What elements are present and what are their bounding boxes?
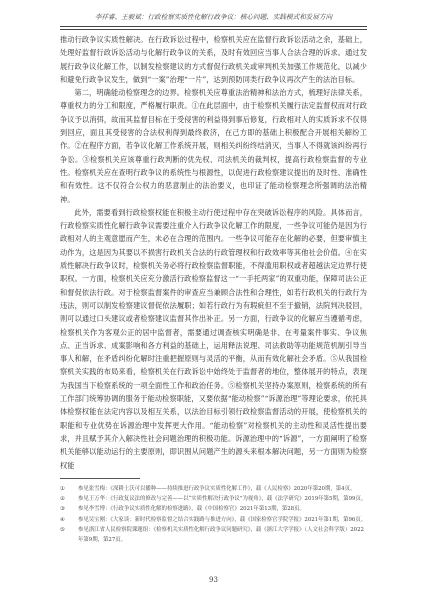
footnote-separator xyxy=(60,478,140,479)
body-text xyxy=(60,33,367,472)
header-rule-thick xyxy=(60,26,367,27)
footnote-1 xyxy=(60,484,367,494)
footnote-4 xyxy=(60,515,367,525)
footnote-3 xyxy=(60,504,367,514)
footnote-mark: ④ xyxy=(60,516,65,523)
footnote-text: 参见浙江省人民检察院课题组：《检察机关实质性化解行政争议问题研究》，载《浙江大学学报》（人文社会科学版）2022年第9期，第27页。 xyxy=(78,526,364,544)
header-rule-thin xyxy=(60,29,367,30)
footnote-mark: ① xyxy=(60,486,65,492)
footnote-5 xyxy=(60,525,367,545)
footnote-text: 参见李雪博：《行政争议实质性化解的检察进路》，载《中国检察官》2021年第13期，第28页。 xyxy=(78,506,305,513)
footnote-text: 参见吴宝刚：《大家谈：新时代检察监督之结合实践路与推进方向》，载《国家检察官学院学报》2021年第1期，第96页。 xyxy=(78,516,367,523)
footnote-mark: ⑤ xyxy=(60,526,65,533)
page-number: 93 xyxy=(209,576,218,584)
running-header: 李祥睿、王毅斌：行政检察实质性化解行政争议：核心问题、实践模式和发展方向 xyxy=(94,13,333,21)
footnote-text: 参见王万华：《行政复议法的修改与完善——以“实质性解决行政争议”为视角》，载《法学研究》2019年第5期，第99页。 xyxy=(78,496,367,503)
footnotes xyxy=(60,484,367,545)
paragraph-1: 推动行政争议实质性解决。在行政诉讼过程中，检察机关应在监督行政诉讼活动之余，基础上，处理好监督行政诉讼活动与化解行政争议的关系，及时有效回应当事人合法合理的诉求。通过发展行政争议化解工作，以制发检察建议的方式督促行政机关或审判机关加强工作规范化，以减少和避免行政争议发生，做到“一案”治理“一片”，达到预防同类行政争议再次产生的法治目标。 xyxy=(60,35,367,84)
paragraph-2: 第二，明确能动检察理念的边界。检察机关应尊重法治精神和法治方式，梳理好法律关系，尊重权力的分工和限度，严格履行职责。①在此层面中，由于检察机关履行法定监督权而对行政争议予以消弭，故而其监督目标在于受侵害的利益得到事后修复，行政相对人的实质诉求不仅得到回应，面且其受侵害的合法权利得到最终救济，在己方即的基础上积极配合开展相关解纷工作。②在程序方面，若争议化解工作系统开展，则相关纠纷终结消灭，当事人不得就该纠纷再行争讼。③检察机关应该尊重行政判断的优先权、司法机关的裁判权，提高行政检察监督的专业性。检察机关应在查明行政争议的系统性与根源性，以促进行政检察建议提出的及时性、准确性和有效性。这不仅符合公权力的恶意制止的法治要义，也印证了能动检察理念所强调的法治精神。 xyxy=(60,88,367,204)
paragraph-3: 此外，需要看到行政检察权能在积极主动行使过程中存在突破诉讼程序的风险。具体而言，行政检察实质性化解行政争议需要注重介入行政争议化解工作的限度，一些争议可能仍是因为行政相对人的主观意愿而产生，未必在合理的范围内。一些争议可能存在化解的必要，但要审慎主动作为，这是因为其要以不损害行政机关合法的行政管理权和行政效率等其他社会价值。④在实质性解决行政争议时，检察机关务必将行政检察监督职能，不得滥用职权或者超越法定边界行使职权。一方面，检察机关应充分激活行政检察监督这一“一手托两家”的双重功能，保障司法公正和督促依法行政。对于检察监督案件的审查应当兼顾合法性和合理性，如若行政机关的行政行为违法，则可以制发检察建议督促依法履职；如若行政行为有瑕疵但不至于撤销，法院判决驳回，则可以通过口头建议或者检察建议监督其作出补正。另一方面，行政争议的化解应当遵循考虑，检察机关作为客观公正的居中监督者，需要通过调查核实明确是非、在考量案件事实、争议焦点、正当诉求、成案影响和各方利益的基础上，运用释法说理、司法救助等功能规范机制引导当事人和解，在矛盾纠纷化解时注重把握原则与灵活的平衡，从而有效化解社会矛盾。⑤从我国检察机关实践的布局来看，检察机关在行政诉讼中始终处于监督者的地位，整体展开的特点，表现为我国当下检察系统的一项全面性工作和政治任务。⑤检察机关坚持办案原则，检察系统的所有工作部门统筹协调的服务于能动检察职能，又要依据“能动检察”“诉源治理”等理论要求，依托具体检察权能在法定内容以及相互关系，以法治目标引领行政检察监督活动的开展，使检察机关的职能和专业优势在诉源治理中发挥更大作用。“能动检察”对检察机关的主动性和灵活性提出要求，并且赋予其介入解决性社会问题治理的积极功能。诉源治理中的“诉源”，一方面阐明了检察机关能够以能动运行的主要原则，即识围从问题产生的源头来根本解决问题，另一方面则为检察权能 xyxy=(60,207,367,470)
footnote-mark: ③ xyxy=(60,506,65,513)
footnote-text: 参见张雪梅：《深耕土沃可以播种——持续推进行政争议实质性化解工作》，载《人民检察》2020年第20期，第4页。 xyxy=(78,486,356,492)
footnote-mark: ② xyxy=(60,496,65,503)
footnote-2 xyxy=(60,494,367,504)
